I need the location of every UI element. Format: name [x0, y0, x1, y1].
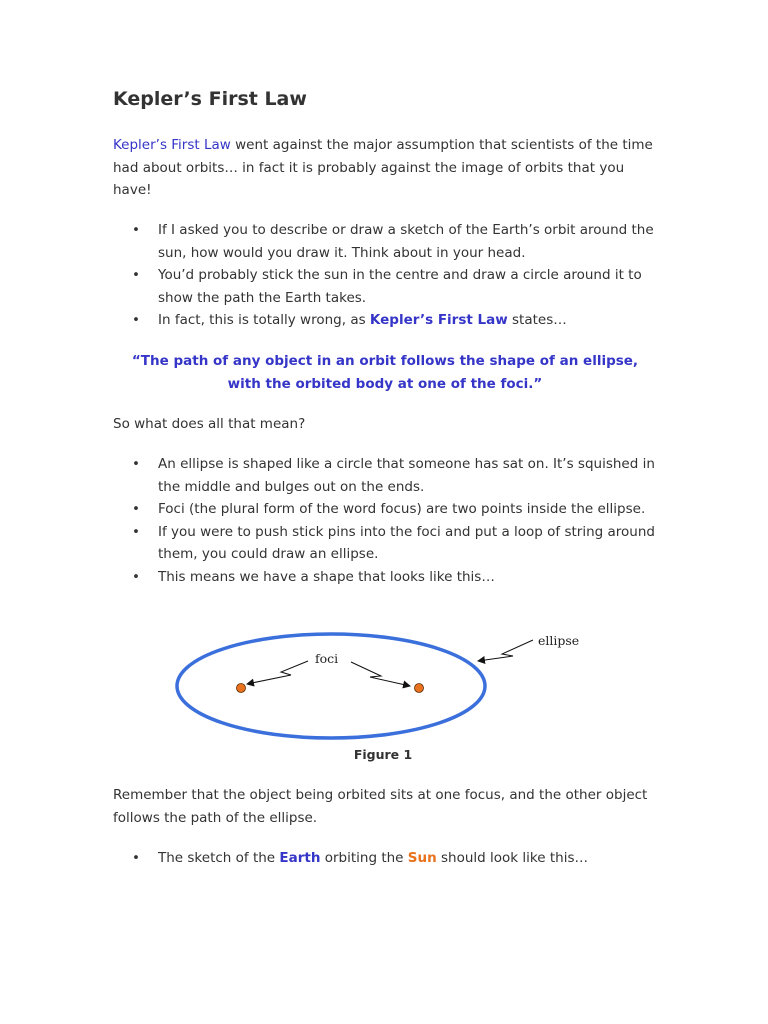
sun-highlight: Sun — [407, 850, 437, 866]
sketch-bullet-list — [113, 847, 668, 870]
orbit-bullet-list — [113, 219, 668, 332]
list-item — [113, 309, 668, 332]
list-item: • This means we have a shape that looks like this… — [113, 566, 668, 589]
earth-highlight: Earth — [279, 850, 321, 866]
list-item-text: states… — [507, 312, 567, 328]
ellipse-label: ellipse — [538, 633, 580, 648]
ellipse-bullet-list — [113, 453, 668, 588]
list-item — [113, 847, 668, 870]
list-item: • If you were to push stick pins into the foci and put a loop of string around them, you could draw an ellipse. — [113, 521, 668, 566]
law-quote — [100, 350, 670, 395]
quote-line-1: “The path of any object in an orbit follows the shape of an ellipse, — [131, 353, 639, 369]
page-title: Kepler’s First Law — [113, 88, 307, 110]
ellipse-figure — [165, 625, 605, 740]
list-item-text: orbiting the — [320, 850, 408, 866]
foci-arrow-left — [247, 661, 308, 684]
foci-arrow-right — [351, 662, 410, 686]
remember-paragraph: Remember that the object being orbited sits at one focus, and the other object follows the path of the ellipse. — [113, 787, 648, 826]
keplers-first-law-link[interactable]: Kepler’s First Law — [113, 137, 231, 153]
focus-point-right — [415, 684, 424, 693]
keplers-first-law-highlight: Kepler’s First Law — [369, 312, 508, 328]
foci-label: foci — [315, 651, 339, 666]
focus-point-left — [237, 684, 246, 693]
list-item: • If I asked you to describe or draw a sketch of the Earth’s orbit around the sun, how would you draw it. Think about in your head. — [113, 219, 668, 264]
list-item-text: should look like this… — [436, 850, 588, 866]
question-paragraph: So what does all that mean? — [113, 416, 306, 432]
ellipse-shape — [177, 634, 485, 738]
intro-text: went against the major assumption that scientists of the time had about orbits… in fact it is probably against the image of orbits that you have! — [113, 137, 653, 198]
list-item-text: In fact, this is totally wrong, as — [158, 312, 370, 328]
ellipse-arrow — [478, 640, 533, 661]
list-item: • Foci (the plural form of the word focus) are two points inside the ellipse. — [113, 498, 668, 521]
list-item-text: The sketch of the — [158, 850, 280, 866]
quote-line-2: with the orbited body at one of the foci.” — [227, 375, 543, 392]
list-item: • An ellipse is shaped like a circle that someone has sat on. It’s squished in the middle and bulges out on the ends. — [113, 453, 668, 498]
list-item: • You’d probably stick the sun in the centre and draw a circle around it to show the path the Earth takes. — [113, 264, 668, 309]
intro-paragraph — [113, 134, 663, 202]
figure-caption: Figure 1 — [353, 747, 413, 762]
